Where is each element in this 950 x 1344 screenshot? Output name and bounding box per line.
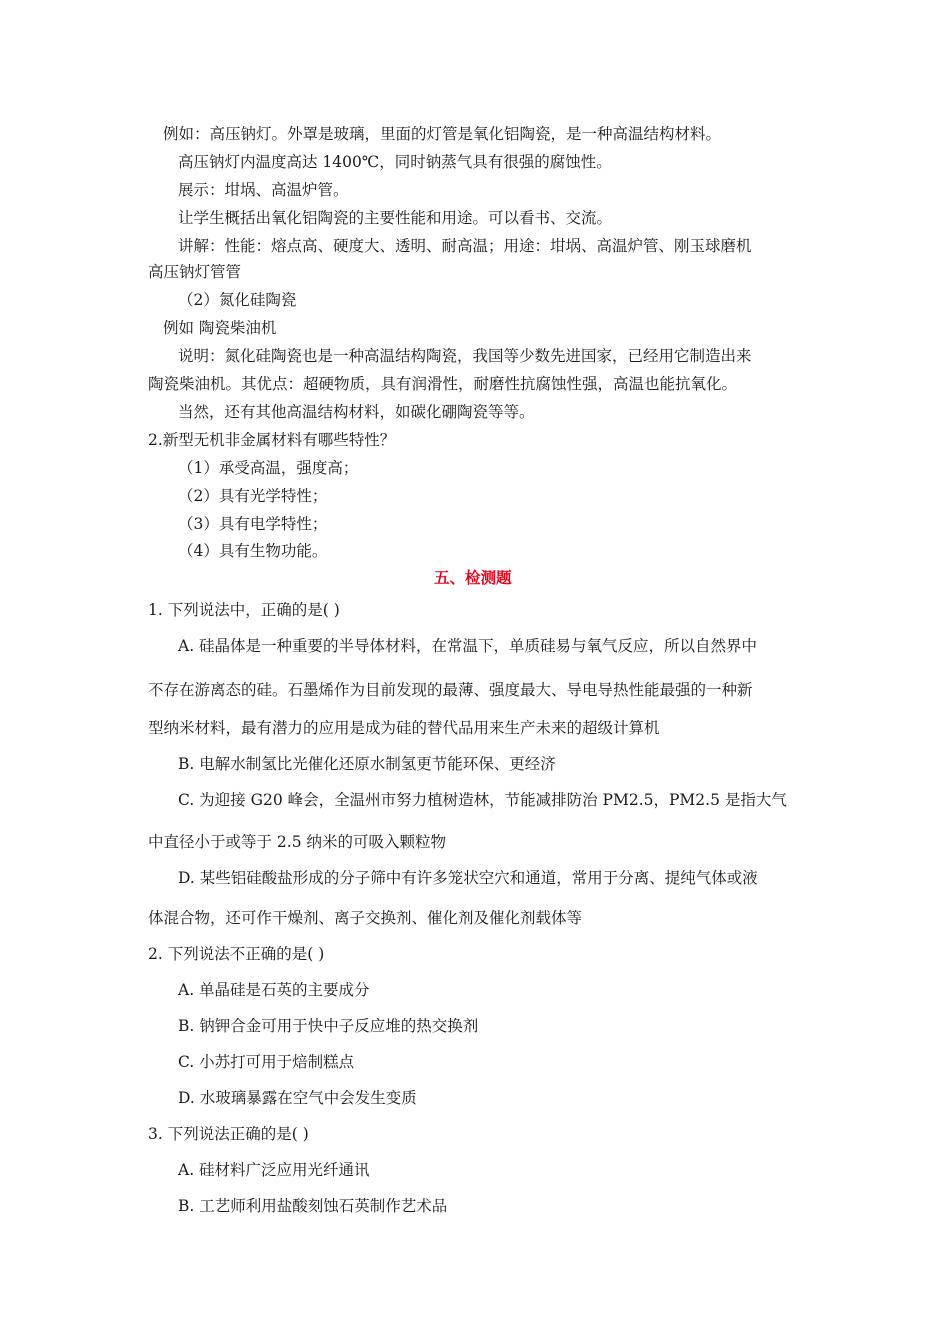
paragraph-display-crucible: 展示：坩埚、高温炉管。 [178,181,349,199]
paragraph-boron-carbide: 当然，还有其他高温结构材料，如碳化硼陶瓷等等。 [178,403,535,421]
q1-option-a-line3: 型纳米材料，最有潜力的应用是成为硅的替代品用来生产未来的超级计算机 [148,719,660,737]
q1-option-b: B. 电解水制氢比光催化还原水制氢更节能环保、更经济 [178,755,556,773]
q2-option-c: C. 小苏打可用于焙制糕点 [178,1053,355,1071]
question-new-materials: 2.新型无机非金属材料有哪些特性？ [148,431,396,449]
paragraph-explanation-line2: 高压钠灯管管 [148,263,242,281]
paragraph-note-line2: 陶瓷柴油机。其优点：超硬物质，具有润滑性，耐磨性抗腐蚀性强，高温也能抗氧化。 [148,375,738,393]
q1-option-c-line1: C. 为迎接 G20 峰会，全温州市努力植树造林，节能减排防治 PM2.5，PM2.5 是指大气 [178,791,787,809]
feature-item-4: （4）具有生物功能。 [178,542,328,560]
q3-option-a: A. 硅材料广泛应用光纤通讯 [178,1161,370,1179]
paragraph-sodium-lamp-temperature: 高压钠灯内温度高达 1400℃，同时钠蒸气具有很强的腐蚀性。 [178,153,612,171]
q1-option-d-line1: D. 某些铝硅酸盐形成的分子筛中有许多笼状空穴和通道，常用于分离、提纯气体或液 [178,869,758,887]
paragraph-diesel-engine-example: 例如 陶瓷柴油机 [163,319,277,337]
paragraph-note-line1: 说明：氮化硅陶瓷也是一种高温结构陶瓷，我国等少数先进国家，已经用它制造出来 [178,347,752,365]
paragraph-sodium-lamp-example: 例如：高压钠灯。外罩是玻璃，里面的灯管是氧化铝陶瓷，是一种高温结构材料。 [163,125,722,143]
feature-item-1: （1）承受高温，强度高； [178,459,359,477]
feature-item-2: （2）具有光学特性； [178,487,328,505]
q3-option-b: B. 工艺师利用盐酸刻蚀石英制作艺术品 [178,1197,448,1215]
paragraph-student-summary: 让学生概括出氧化铝陶瓷的主要性能和用途。可以看书、交流。 [178,209,613,227]
paragraph-explanation-line1: 讲解：性能：熔点高、硬度大、透明、耐高温；用途：坩埚、高温炉管、刚玉球磨机 [178,237,752,255]
q2-stem: 2. 下列说法不正确的是( ) [148,945,325,963]
q2-option-b: B. 钠钾合金可用于快中子反应堆的热交换剂 [178,1017,479,1035]
q1-option-a-line1: A. 硅晶体是一种重要的半导体材料，在常温下，单质硅易与氧气反应，所以自然界中 [178,637,758,655]
subheading-silicon-nitride: （2）氮化硅陶瓷 [178,291,297,309]
q1-stem: 1. 下列说法中，正确的是( ) [148,601,340,619]
q2-option-d: D. 水玻璃暴露在空气中会发生变质 [178,1089,417,1107]
q1-option-c-line2: 中直径小于或等于 2.5 纳米的可吸入颗粒物 [148,833,447,851]
q3-stem: 3. 下列说法正确的是( ) [148,1125,309,1143]
q1-option-a-line2: 不存在游离态的硅。石墨烯作为目前发现的最薄、强度最大、导电导热性能最强的一种新 [148,681,753,699]
section-heading-test: 五、检测题 [434,568,512,587]
q1-option-d-line2: 体混合物，还可作干燥剂、离子交换剂、催化剂及催化剂载体等 [148,909,583,927]
feature-item-3: （3）具有电学特性； [178,515,328,533]
q2-option-a: A. 单晶硅是石英的主要成分 [178,981,370,999]
